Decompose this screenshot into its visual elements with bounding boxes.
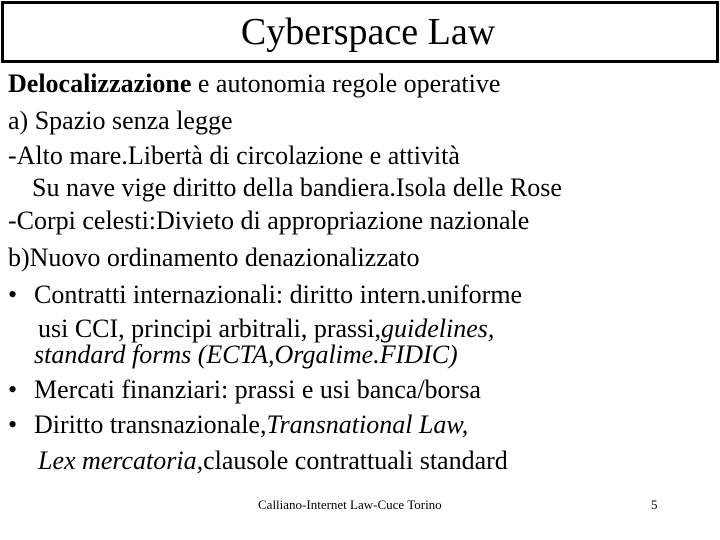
text-line-delocalizzazione xyxy=(8,69,500,99)
text-line-nave: Su nave vige diritto della bandiera.Isola delle Rose xyxy=(32,173,562,202)
text-line-spazio: a) Spazio senza legge xyxy=(8,106,233,135)
text-lex-mercatoria: Lex mercatoria, xyxy=(38,446,204,475)
text-clausole: clausole contrattuali standard xyxy=(203,446,508,475)
bullet-marker: • xyxy=(8,280,18,309)
text-line-lex-mercatoria xyxy=(38,446,508,476)
text-line-nuovo-ordinamento: b)Nuovo ordinamento denazionalizzato xyxy=(8,243,420,272)
text-line-contratti: Contratti internazionali: diritto intern.uniforme xyxy=(34,280,523,309)
text-guidelines: guidelines, xyxy=(381,314,495,343)
page-number: 5 xyxy=(651,497,658,512)
text-transnational-law: Transnational Law, xyxy=(266,410,469,439)
text-diritto-transnazionale: Diritto transnazionale, xyxy=(34,410,267,439)
text-line-standard-forms: standard forms (ECTA,Orgalime.FIDIC) xyxy=(34,340,458,369)
text-autonomia: e autonomia regole operative xyxy=(191,69,501,98)
text-line-mercati: Mercati finanziari: prassi e usi banca/borsa xyxy=(34,375,481,404)
text-bold-delocalizzazione: Delocalizzazione xyxy=(8,69,192,98)
text-line-corpi-celesti: -Corpi celesti:Divieto di appropriazione nazionale xyxy=(8,206,530,235)
text-usi-cci: usi CCI, principi arbitrali, prassi, xyxy=(38,314,382,343)
bullet-marker: • xyxy=(8,375,18,404)
text-line-alto-mare: -Alto mare.Libertà di circolazione e attività xyxy=(8,141,460,170)
text-line-diritto-transnazionale xyxy=(34,410,468,440)
footer-source: Calliano-Internet Law-Cuce Torino xyxy=(258,497,442,512)
bullet-marker: • xyxy=(8,410,18,439)
slide-title: Cyberspace Law xyxy=(240,11,496,53)
